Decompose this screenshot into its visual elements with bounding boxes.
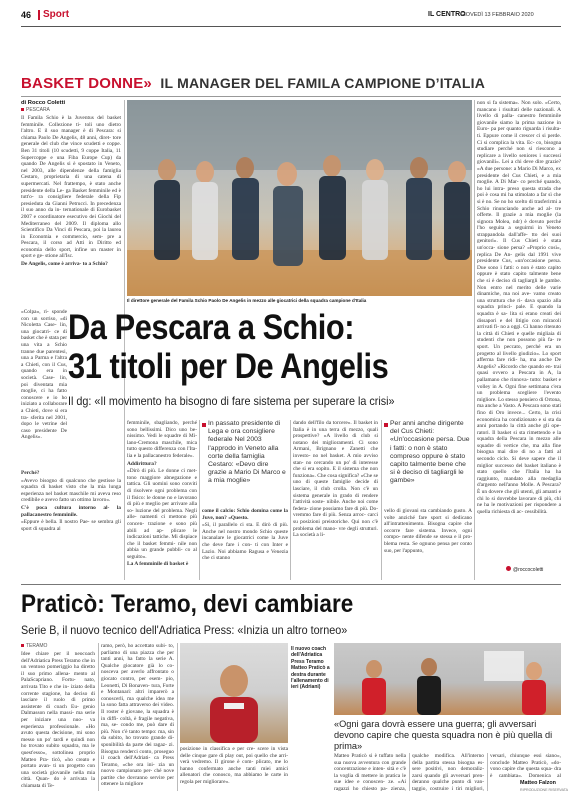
kicker-label: BASKET DONNE» (21, 75, 152, 92)
section-marker (38, 10, 40, 20)
pull-quote-1 (202, 420, 288, 504)
dateline-marker (21, 108, 24, 111)
author-social (506, 566, 543, 573)
question-5: La A femminile di basket è (127, 561, 189, 568)
article2-dateline (21, 643, 47, 649)
page-header (0, 0, 580, 26)
article2-col6 (490, 753, 561, 779)
a2-col-rule-2 (177, 643, 178, 791)
main-headline-line1: Da Pescara a Schio: (68, 308, 355, 347)
col-rule-3 (290, 420, 291, 580)
article2-col1 (21, 651, 95, 791)
article2-col4-text: Matteo Praticò si è tuffato nella sua nuova avventura con grande concentrazione e inten- sità e c'è la voglia di mettere in pratica le sue idee e conoscen- ze. «Ai ragazzi ho chiesto pa- zienza, (334, 753, 406, 791)
coach-figure (180, 643, 288, 743)
a2-col-rule-3 (409, 753, 410, 791)
answer-1: «Colpa», ri- sponde con un sorriso, «di Nicoletta Case- lin, una giocatri- ce di basket che è stata per una vita a Schio tranne due parentesi, una a Parma e l'altra a Chieti, con il Cus, quando era in società. Case- lin, poi diventata mia moglie, ci ha fatto conoscere e io ho iniziato a collaborare a Chieti, dove si era tra- sferita nel 2001, dopo le vetrine del caso presidente De Angelis». (21, 309, 67, 441)
col-rule-4 (381, 420, 382, 580)
pull-quote-2-text: Per anni anche dirigente del Cus Chieti: «Un'occasione persa. Due i fatti: o non è stato compreso oppure è stato capito talmente bene che si è deciso di tagliargli le gambe» (390, 420, 470, 485)
article1-col1-top (21, 115, 121, 309)
kicker-headline: IL MANAGER DEL FAMILA CAMPIONE D’ITALIA (160, 75, 486, 91)
pull-quote-1-marker (202, 423, 206, 427)
header-rule (21, 26, 561, 27)
question-2: Perché? (21, 470, 40, 476)
col6-text: vello di giovani sta cambiando gusto. A volte anziché fare sport si dedicano all'intrattenimento. Bisogna capire che occorre fare sistema. Invece, ogni compo- nente difende se stessa e il pro- blema resta. Se ognuno pensa per conto suo, per l'appunto, (384, 508, 472, 554)
main-headline-line2: 31 titoli per De Angelis (68, 347, 389, 386)
article2-col5 (412, 753, 484, 791)
reproduction-note: RIPRODUZIONE RISERVATA (520, 788, 569, 792)
article1-col1-bottom (21, 470, 121, 580)
answer-6: «Sì, il parallelo ci sta. E dirò di più. Anche nel nostro mondo Schio queste incanalare le giocatrici come la Juve che deve fare i con- ti con Inter e Lazio. Noi abbiamo Ragusa e Venezia che ci stanno (202, 522, 288, 562)
col2-text: femminile, sbagliando, perché sono bellissimi. Dico uno be- nissimo. Vedi le squadre di Mi- lano-Cremona maschile, mica tutto questo differenza con l'Ita- lia e la pallacanestro federale». (127, 420, 197, 459)
col-rule-2 (199, 420, 200, 580)
article2-author: Matteo Falzon (520, 780, 556, 786)
col-rule-5 (474, 100, 475, 580)
question-1: De Angelis, come è arriva- to a Schio? (21, 261, 108, 268)
training-scene (334, 643, 561, 715)
kicker-rule (21, 96, 561, 97)
kicker-band (21, 75, 561, 95)
photo-scene (127, 100, 472, 296)
question-4: Addirittura? (127, 460, 157, 467)
dateline-text: PESCARA (26, 107, 50, 113)
newspaper-name: IL CENTRO (428, 11, 466, 18)
answer-4: «Dirò di più. Le donne ci met- tono maggiore abnegazione e tattica. Gli uomini sono conviti di risolvere ogni problema con il fisico: le donne no e lavorano di più e meglio per arrivare alla so- luzione del problema. Negli alle- namenti ci mettono più concen- trazione e sono più abili ad ap- plicare le indicazioni tattiche. Mi dispiace che il basket femmi- nile non abbia un grande pubbli- co al seguito». (127, 468, 197, 560)
col7-text: non si fa sistema». Non solo. «Certo, mancano i risultati delle nazionali. A livello di palla- canestro femminile giovanile siamo la prima nazione in Euro- pa per quanto riguarda i risulta- ti. Eppure come il crescer ci si perde. Ci si complica la vita. Ec- co, bisogna studiare perché non si riescono a replicare a livello seniores i successi giovanili». Lei a chi deve dire grazie? «A due persone: a Mario Di Marco, ex presidente del Cus Chieti, e a mia moglie. A Di Mar- co perché quando, ho lui intra- preso questa strada che poi è cosa mi ha stimolato a far sì che si è no. Se no ho scelto di trasferirmi a Schio rinunciando anche ad al- tre offerte. Il grazie a mia moglie (la signora Molea, ndr) è dovuto perché l'ho seguita a seguirmi in Veneto strappandola dall'affe- tto dei suoi genitori». Il Cus Chieti è stata un'occa- sione persa? «Proprio così», replica De An- gelis dal 1991 vive presidente Cus, «un'occasione persa. Due sono i fatti: o non è stato capito oppure è stato capito talmente bene che si è deciso di tagliargli le gambe. Non entro nel merito delle varie dinamiche, ma noi ave- vamo creato una struttura che ri- dava spazio alla squadra princi- pale. E quando la squadra è sa- lita si erano creati dei dissapori e del litigio con miracoli arrivati fi- no a oggi. Ci hanno ritenuto la città di Chieti e quelle migliaia di studenti che non possono più fa- re sport. Un peccato, perché era un progetto al livello giudizio». Lo sport afferma fare ridi- ha, ma anche De Angelis? «Ricordo che quando en- trai quasi ovvero a Pescara in A, la pallamano che rinnova- tutto: basket e volley in A. Ogni fine settimana c'era un problema scegliere l'evento migliore. Lo stesso pensiero di Ortona, ma anche a Vasto. A Pescara sono stati fino di Oro invece... Certo, la crisi economica ha condizionato e si sta da anni portando la città anche gli ope- ratori. Il basket si sta rimettendo e la squadra della Pescara in mezzo alle squadre di vertice che, ma alla fine bisogna mai dire di no a fatti al secondo ciclo. Si deve sapere che il miglior successo del basket italiano è stato quello che l'Italia ha ha raggiunto, mandato alla medaglia d'argento nell'anno Molle. A Pescara? È un dovere che gli utenti, gli amanti e chi lo si dovrebbe lavorare di più, chi ne ha le motivazioni per rispondere a quella richiesta di ac- cessibilità. (477, 100, 561, 515)
article2-photo-right (334, 643, 561, 715)
article2-col1-text: Idee chiare per il neocoach dell'Adriatica Press Teramo che in un ventoso pomeriggio ha diretto il suo primo allena- mento al PalaScapriano. Fortu- nato, arrivata Tito e che in- iziato della corrente stagione, ha deciso di lasciare il ruolo di primo assistente di coach Eu- genio Dalmasson nella massi- ma serie per iniziare una nuo- va esperienza professionale. «Ho avuto questa decisione, mi sono messo un po' tardi e quindi non ho trovato subito squadra, ma le quest'esso», sottolinea proprio Matteo Pra- ticò, «ho creato e portato avan- ti un progetto con una società giovanile nella mia città. Quan- do è arrivata la chiamata di Te- (21, 651, 95, 789)
article2-caption: Il nuovo coach dell'Adriatica Press Teramo Matteo Praticò a destra durante l'allenamento di ieri (Adriani) (291, 646, 330, 691)
article1-col4 (202, 508, 288, 580)
pull-quote-1-text: In passato presidente di Lega e ora consigliere federale Nel 2003 l'approdo in Veneto alla corte della famiglia Cestaro: «Devo dire grazie a Mario Di Marco e a mia moglie» (208, 420, 286, 485)
answer-3: «Eppure è bella. Il nostro Pae- se sembra gli sport di squadra al (21, 519, 121, 532)
social-handle: @roccocoletti (513, 567, 544, 573)
article2-dateline-marker (21, 644, 24, 647)
section-label: Sport (43, 9, 70, 20)
col5-text: dando dell'filo da torcere». Il basket in Italia è in una terra di mezzo, quali prospettive? «A livello di club si notano dei miglioramenti. Ci sono Armani, Brignano e Zanetti che investo- no nel basket. A mio avviso stan- no cercando un po' di interesse che si era sopito. E il sistema che non funziona». Che cosa significa? «Che se uno di queste famiglie decide di lasciare, il club crolla. Non c'è un sistema generale in grado di rendere l'attività soste- nibile. Anche noi come federa- zione possiamo fare di più. Do- vremmo fare di più. Senza arroc- carci su posizioni preistoriche. Qui non c'è problema del mano- vre degli strutturi. La società a li- (293, 420, 378, 539)
article1-col1-narrow (21, 309, 67, 469)
article2-col3-text: posizione in classifica e per cre- scere in vista delle cinque gare di play out, poi quello che arri- verà vedremo. Il girone è com- plicato, me lo hanno confermato anche tanti miei amici allenatori che conosco, ma abbiamo le carte in regola per migliorare». (180, 746, 288, 785)
article1-col2 (127, 420, 197, 580)
pull-quote-2-marker (384, 423, 388, 427)
social-icon (506, 566, 511, 571)
article2-col3 (180, 746, 288, 791)
a2-col-rule-1 (98, 643, 99, 791)
answer-2: «Avevo bisogno di qualcuno che gestisse la squadra di basket visto che la mia lunga esperienza nel basket maschile mi aveva reso credibile e avevo fatto un ottimo lavoro». (21, 477, 121, 504)
question-6: come il calcio: Schio domina come la Juve, non? «Questo. (202, 508, 288, 521)
article2-col2 (101, 643, 174, 791)
page-number: 46 (21, 10, 32, 20)
article1-col7 (477, 100, 561, 562)
dateline (21, 107, 50, 113)
article1-col6 (384, 508, 472, 580)
article1-col5 (293, 420, 378, 580)
article2-col4 (334, 753, 406, 791)
article1-intro: Il Famila Schio è la Juventus del basket femminile. Collezione ti- toli uno dietro l'altro. E il suo manager è di Pescara: si chiama Paolo De Angelis, 48 anni, diret- tore generale del club che vince scudetti e coppe. Ben 31 titoli (10 scudetti, 9 coppe Italia, 11 Supercoppe e una Fiba Europe Cup) da quando De Angelis si è spostato in Veneto, nel 2003, alle dipendenze della famiglia Cestaro, proprietaria di una catena di supermercati. Nel frattempo, è stato anche presidente della Le- ga Basket femminile ed è tutt'o- ra consigliere federale della Fip presieduta da Gianni Petrucci. In precedenza il suo anno da in- ternationale di Eurobasket 2007 e coordinatore esecutivo dei Giochi del Mediterraneo del 2009. Il diploma allo Scientifico Da Vinci di Pescara, poi la laurea in Economia e commercio, sem- pre a Pescara, il corso ad Atti in Diritto ed economia dello sport, infine un master in sport e ge- stione all'Isc. (21, 115, 121, 260)
byline: di Rocco Coletti (21, 100, 66, 106)
deck: Il dg: «Il movimento ha bisogno di fare sistema per superare la crisi» (68, 394, 395, 408)
article2-headline: Praticò: Teramo, devi cambiare (21, 590, 354, 618)
question-3: C'è poca cultura intorno al- la pallacanestro femminile. (21, 504, 121, 518)
issue-date: GIOVEDÌ 13 FEBBRAIO 2020 (460, 12, 534, 18)
pull-quote-2 (384, 420, 472, 504)
main-photo (127, 100, 472, 296)
article2-col6-text: versari, chiunque essi siano», conclude Matteo Praticò, «do- vono capire che questa squa- dra è cambiata». Domenica al (490, 753, 561, 779)
article2-col2-text: ramo, però, ho accettato subi- to, parliamo di una piazza che per tanti anni, ha fatto la serie A. Qualche giocatore già lo co- nosceva per averlo affrontato o giocato contro, per esem- pio, Leonetti, Di Bonaven- tura, Forte e Montanari: altri imparerò a conoscerli, ma qualche idea me la sono fatta attraverso dei video. Il roster è giovane, la squadra è in diffi- coltà, è fragile negativa, ma, se- condo me, può dare di più. Non c'è tanto tempo: ma, sin da subito, ho trovato grande di- sponibilità da parte dei ragaz- zi. Bisogna renderci conto, proseguo il coach dell'Adriati- ca Press Teramo, «che ora ini- zia un nuovo campionato per- ché nove partite che dovranno servire per ottenere la migliore (101, 643, 174, 788)
article2-photo-left (180, 643, 288, 743)
article2-dateline-text: TERAMO (26, 643, 48, 649)
photo-caption: Il direttore generale del Famila Schio Paolo De Angelis in mezzo alle giocatrici della squadra campione d'Italia (127, 298, 367, 303)
article-separator (21, 584, 561, 585)
article2-quote: «Ogni gara dovrà essere una guerra; gli avversari devono capire che questa squadra non è più quella di prima» (334, 719, 553, 751)
a2-col-rule-4 (487, 753, 488, 791)
article2-subhead: Serie B, il nuovo tecnico dell'Adriatica Press: «Inizia un altro torneo» (21, 623, 348, 637)
article2-col5-text: qualche modifica. All'interno della partita stessa bisogna es- sere positivi, non demoraliz- zarsi quando gli avversari pren- deranno qualche punto di van- taggio, costruire i tiri migliori, (412, 753, 484, 791)
